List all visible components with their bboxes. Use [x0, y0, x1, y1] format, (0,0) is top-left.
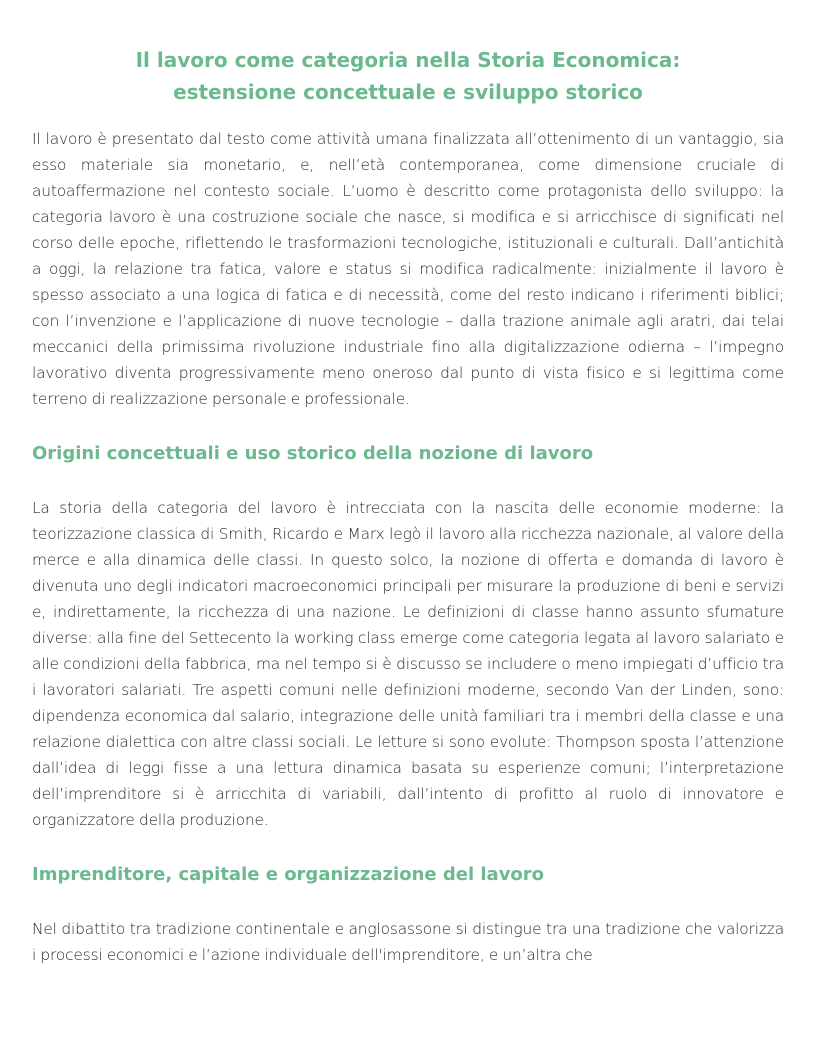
- document-title: Il lavoro come categoria nella Storia Economica: estensione concettuale e sviluppo storico: [135, 48, 681, 104]
- section-heading-origini: Origini concettuali e uso storico della nozione di lavoro: [32, 443, 594, 464]
- section-body-origini: La storia della categoria del lavoro è intrecciata con la nascita delle economie moderne: la teorizzazione classica di Smith, Ricardo e Marx legò il lavoro alla ricchezza nazionale, al valore della merce e alla dinamica delle classi. In questo solco, la nozione di offerta e domanda di lavoro è divenuta uno degli indicatori macroeconomici principali per misurare la produzione di beni e servizi e, indirettamente, la ricchezza di una nazione. Le definizioni di classe hanno assunto sfumature diverse: alla fine del Settecento la working class emerge come categoria legata al lavoro salariato e alle condizioni della fabbrica, ma nel tempo si è discusso se includere o meno impiegati d’ufficio tra i lavoratori salariati. Tre aspetti comuni nelle definizioni moderne, secondo Van der Linden, sono: dipendenza economica dal salario, integrazione delle unità familiari tra i membri della classe e una relazione dialettica con altre classi sociali. Le letture si sono evolute: Thompson sposta l’attenzione dall’idea di leggi fisse a una lettura dinamica basata su esperienze comuni; l’interpretazione dell’imprenditore si è arricchita di variabili, dall’intento di profitto al ruolo di innovatore e organizzatore della produzione.: [32, 499, 784, 829]
- section-body-imprenditore: Nel dibattito tra tradizione continentale e anglosassone si distingue tra una tradizione che valorizza i processi economici e l’azione individuale dell'imprenditore, e un’altra che: [32, 920, 784, 964]
- document-page: [32, 44, 784, 968]
- intro-paragraph: Il lavoro è presentato dal testo come attività umana finalizzata all’ottenimento di un vantaggio, sia esso materiale sia monetario, e, nell’età contemporanea, come dimensione cruciale di autoaffermazione nel contesto sociale. L’uomo è descritto come protagonista dello sviluppo: la categoria lavoro è una costruzione sociale che nasce, si modifica e si arricchisce di significati nel corso delle epoche, riflettendo le trasformazioni tecnologiche, istituzionali e culturali. Dall’antichità a oggi, la relazione tra fatica, valore e status si modifica radicalmente: inizialmente il lavoro è spesso associato a una logica di fatica e di necessità, come del resto indicano i riferimenti biblici; con l’invenzione e l’applicazione di nuove tecnologie – dalla trazione animale agli aratri, dai telai meccanici della primissima rivoluzione industriale fino alla digitalizzazione odierna – l’impegno lavorativo diventa progressivamente meno oneroso dal punto di vista fisico e si legittima come terreno di realizzazione personale e professionale.: [32, 130, 784, 408]
- section-heading-imprenditore: Imprenditore, capitale e organizzazione del lavoro: [32, 864, 545, 885]
